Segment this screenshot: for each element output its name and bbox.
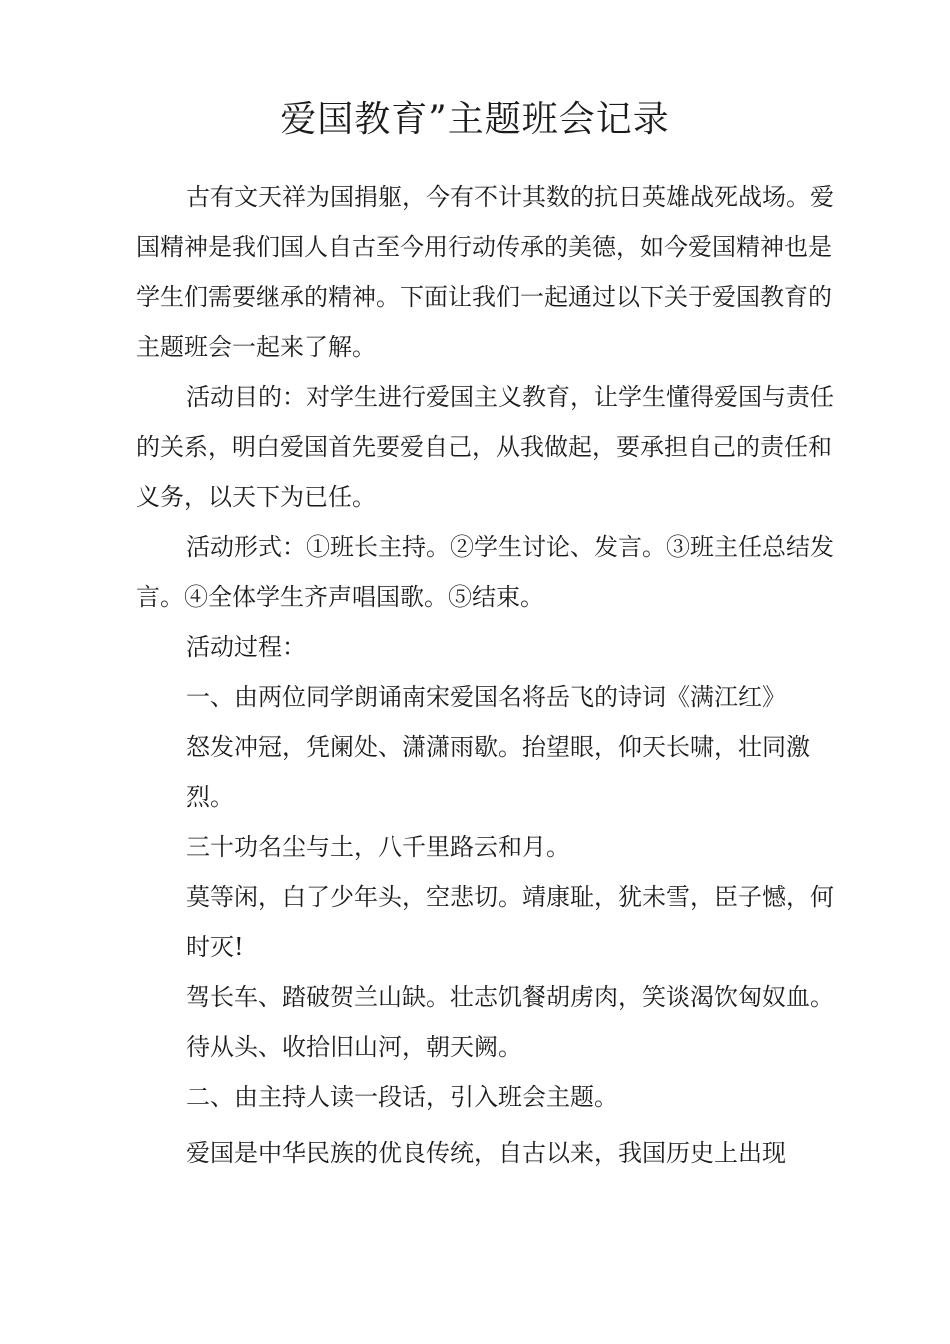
poem-line: 三十功名尘与土，八千里路云和月。 (186, 833, 570, 861)
purpose-paragraph: 活动目的：对学生进行爱国主义教育，让学生懂得爱国与责任的关系，明白爱国首先要爱自己，从我做起，要承担自己的责任和义务，以天下为已任。 (136, 383, 834, 511)
poem-line: 莫等闲，白了少年头，空悲切。靖康耻，犹未雪，臣子憾，何时灭! (186, 883, 834, 961)
process-heading: 活动过程： (186, 633, 306, 661)
step-one: 一、由两位同学朗诵南宋爱国名将岳飞的诗词《满江红》 (186, 683, 786, 711)
poem-line: 待从头、收拾旧山河，朝天阙。 (186, 1033, 522, 1061)
intro-paragraph: 古有文天祥为国捐躯，今有不计其数的抗日英雄战死战场。爱国精神是我们国人自古至今用行动传承的美德，如今爱国精神也是学生们需要继承的精神。下面让我们一起通过以下关于爱国教育的主题班会一起来了解。 (136, 183, 834, 361)
form-paragraph: 活动形式：①班长主持。②学生讨论、发言。③班主任总结发言。④全体学生齐声唱国歌。⑤结束。 (136, 533, 834, 611)
closing-paragraph: 爱国是中华民族的优良传统，自古以来，我国历史上出现 (186, 1139, 786, 1167)
step-two: 二、由主持人读一段话，引入班会主题。 (186, 1083, 618, 1111)
document-title: 爱国教育”主题班会记录 (280, 99, 670, 140)
document-body (136, 172, 836, 1178)
poem-line: 怒发冲冠，凭阑处、潇潇雨歇。抬望眼，仰天长啸，壮同激烈。 (186, 733, 810, 811)
poem-line: 驾长车、踏破贺兰山缺。壮志饥餐胡虏肉，笑谈渴饮匈奴血。 (186, 983, 834, 1011)
